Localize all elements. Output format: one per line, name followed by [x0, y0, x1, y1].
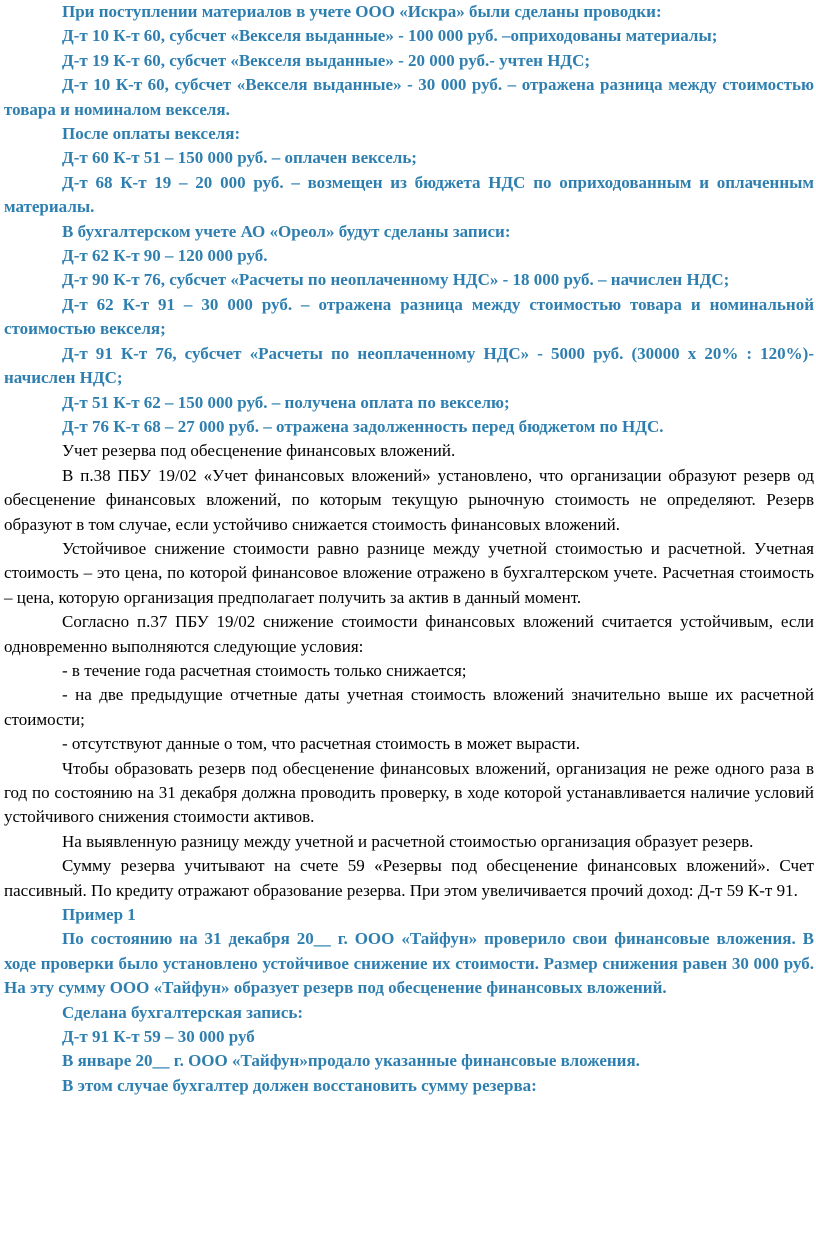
- paragraph-list-item: - отсутствуют данные о том, что расчетная стоимость в может вырасти.: [62, 734, 581, 754]
- paragraph-list-item: - на две предыдущие отчетные даты учетная стоимость вложений значительно выше их расчетной стоимости;: [4, 685, 814, 729]
- paragraph-entry: Д-т 76 К-т 68 – 27 000 руб. – отражена задолженность перед бюджетом по НДС.: [62, 416, 664, 436]
- paragraph-entry: Д-т 10 К-т 60, субсчет «Векселя выданные» - 30 000 руб. – отражена разница между стоимостью товара и номиналом векселя.: [4, 75, 814, 119]
- paragraph-example-body: По состоянию на 31 декабря 20__ г. ООО «Тайфун» проверило свои финансовые вложения. В ходе проверки было установлено устойчивое снижение их стоимости. Размер снижения равен 30 000 руб. На эту сумму ООО «Тайфун» образует резерв под обесценение финансовых вложений.: [4, 929, 814, 998]
- paragraph-body: Сумму резерва учитывают на счете 59 «Резервы под обесценение финансовых вложений». Счет пассивный. По кредиту отражают образование резерва. При этом увеличивается прочий доход: Д-т 59 К-т 91.: [4, 856, 814, 900]
- paragraph-entry: Д-т 91 К-т 76, субсчет «Расчеты по неоплаченному НДС» - 5000 руб. (30000 х 20% : 120%)- начислен НДС;: [4, 343, 814, 388]
- paragraph-entry: В этом случае бухгалтер должен восстановить сумму резерва:: [62, 1075, 537, 1095]
- paragraph-body: На выявленную разницу между учетной и расчетной стоимостью организация образует резерв.: [62, 831, 754, 851]
- paragraph-subheading: После оплаты векселя:: [62, 124, 241, 144]
- paragraph-subheading: В бухгалтерском учете АО «Ореол» будут сделаны записи:: [62, 221, 511, 241]
- paragraph-entry: Д-т 51 К-т 62 – 150 000 руб. – получена оплата по векселю;: [62, 392, 510, 412]
- paragraph-entry: Д-т 62 К-т 91 – 30 000 руб. – отражена разница между стоимостью товара и номинальной стоимостью векселя;: [4, 294, 814, 339]
- paragraph-entry: Д-т 10 К-т 60, субсчет «Векселя выданные» - 100 000 руб. –оприходованы материалы;: [62, 26, 718, 46]
- paragraph-entry: В январе 20__ г. ООО «Тайфун»продало указанные финансовые вложения.: [62, 1051, 640, 1071]
- paragraph-example-title: Пример 1: [62, 905, 136, 925]
- paragraph-body: Чтобы образовать резерв под обесценение финансовых вложений, организация не реже одного раза в год по состоянию на 31 декабря должна проводить проверку, в ходе которой устанавливается наличие условий устойчивого снижения стоимости активов.: [4, 758, 814, 827]
- paragraph-body: Согласно п.37 ПБУ 19/02 снижение стоимости финансовых вложений считается устойчивым, если одновременно выполняются следующие условия:: [4, 612, 814, 656]
- paragraph-entry: Д-т 68 К-т 19 – 20 000 руб. – возмещен из бюджета НДС по оприходованным и оплаченным материалы.: [4, 172, 814, 217]
- paragraph-entry: Д-т 62 К-т 90 – 120 000 руб.: [62, 246, 268, 266]
- paragraph-intro-iskra: При поступлении материалов в учете ООО «Искра» были сделаны проводки:: [62, 2, 662, 21]
- paragraph-body: Устойчивое снижение стоимости равно разнице между учетной стоимостью и расчетной. Учетная стоимость – это цена, по которой финансовое вложение отражено в бухгалтерском учете. Расчетная стоимость – цена, которую организация предполагает получить за актив в данный момент.: [4, 538, 814, 607]
- paragraph-entry: Д-т 91 К-т 59 – 30 000 руб: [62, 1027, 255, 1047]
- paragraph-entry: Д-т 19 К-т 60, субсчет «Векселя выданные» - 20 000 руб.- учтен НДС;: [62, 50, 591, 70]
- paragraph-subheading: Сделана бухгалтерская запись:: [62, 1002, 304, 1022]
- paragraph-list-item: - в течение года расчетная стоимость только снижается;: [62, 660, 467, 680]
- paragraph-entry: Д-т 60 К-т 51 – 150 000 руб. – оплачен вексель;: [62, 148, 417, 168]
- paragraph-entry: Д-т 90 К-т 76, субсчет «Расчеты по неоплаченному НДС» - 18 000 руб. – начислен НДС;: [62, 270, 730, 290]
- paragraph-section-title: Учет резерва под обесценение финансовых вложений.: [62, 441, 456, 461]
- paragraph-body: В п.38 ПБУ 19/02 «Учет финансовых вложений» установлено, что организации образуют резерв од обесценение финансовых вложений, по которым текущую рыночную стоимость не определяют. Резерв образуют в том случае, если устойчиво снижается стоимость финансовых вложений.: [4, 465, 814, 534]
